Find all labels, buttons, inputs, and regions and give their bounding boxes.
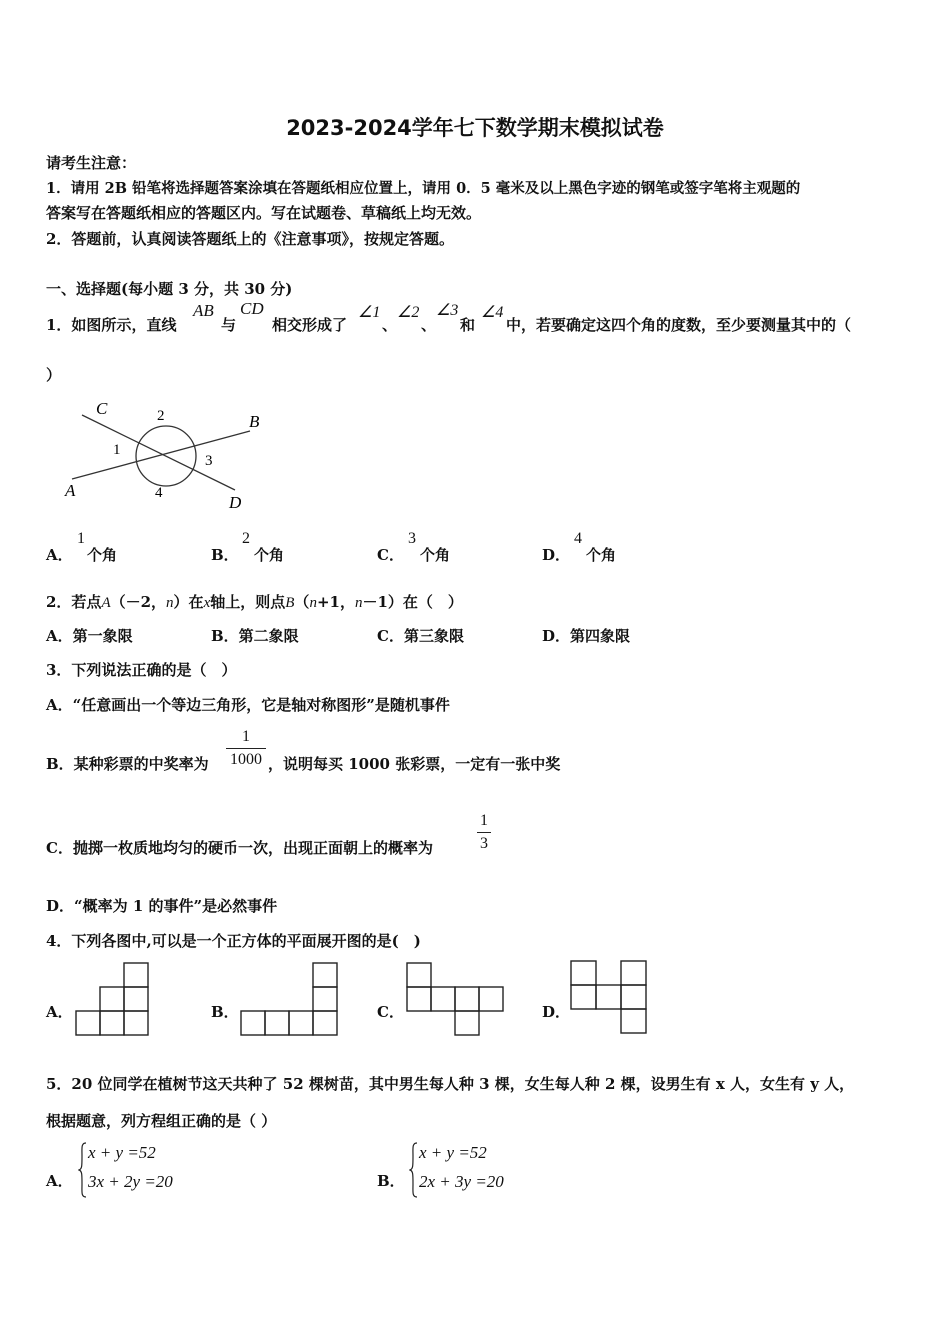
equation-1: x + y =52 [419,1143,487,1162]
q4-net-b[interactable] [240,962,342,1036]
q4-option-a-label[interactable]: A． [46,1003,73,1021]
point-b-label: B [249,412,260,431]
q4-net-d[interactable] [570,960,650,1036]
left-brace-icon [409,1142,419,1198]
page-title: 2023-2024学年七下数学期末模拟试卷 [286,116,664,140]
line-ab [72,431,250,479]
q5-stem-line-1: 5．20 位同学在植树节这天共种了 52 棵树苗，其中男生每人种 3 棵，女生每人种 2 棵，设男生有 x 人，女生有 y 人， [46,1075,855,1093]
q1-angle-3: ∠3 [436,302,459,319]
q4-net-c[interactable] [406,962,508,1036]
notice-line-2: 答案写在答题纸相应的答题区内。写在试题卷、草稿纸上均无效。 [46,204,482,222]
notice-heading: 请考生注意： [46,154,137,172]
q1-option-a[interactable] [46,544,73,565]
q2-text: +1， [316,593,355,611]
point-d-label: D [229,493,242,512]
point-c-label: C [96,399,108,418]
fraction-bar [226,748,266,749]
q2-var-n: n [309,595,317,611]
q1-option-d-text: 个角 [586,546,617,564]
section-heading: 一、选择题(每小题 3 分，共 30 分) [46,280,293,298]
q5-stem-line-2: 根据题意，列方程组正确的是（ ） [46,1112,277,1130]
q1-option-a-text: 个角 [87,546,118,564]
q2-text: （ [294,593,310,611]
q3-option-b-pre[interactable]: B．某种彩票的中奖率为 [46,755,209,773]
q1-angle-2: ∠2 [397,304,420,321]
q2-point-a: A [101,595,111,611]
q1-option-b-num: 2 [242,530,250,547]
fraction-denominator: 1000 [230,751,262,768]
q2-option-c[interactable]: C．第三象限 [377,627,464,645]
q1-text-he: 和 [460,316,476,334]
q1-text-3: 中，若要确定这四个角的度数，至少要测量其中的（ [506,316,852,334]
q3-fraction-c [477,811,491,854]
option-letter: D． [542,546,571,564]
q2-option-a[interactable]: A．第一象限 [46,627,133,645]
angle-1-label: 1 [113,442,121,458]
q3-fraction-b [226,727,266,770]
q1-line-cd: CD [240,299,264,318]
q1-option-b-text: 个角 [254,546,285,564]
fraction-denominator: 3 [480,835,488,852]
q5-option-a-label[interactable]: A． [46,1172,73,1190]
q1-intersecting-lines-figure [60,395,285,515]
q1-angle-1: ∠1 [358,304,381,321]
q1-text-yu: 与 [221,316,237,334]
angle-4-label: 4 [155,485,163,501]
q3-option-b-post: ，说明每买 1000 张彩票，一定有一张中奖 [268,755,561,773]
q2-text: －1）在（ ） [362,593,463,611]
equation-1: x + y =52 [88,1143,156,1162]
q4-option-d-label[interactable]: D． [542,1003,571,1021]
notice-line-3: 2．答题前，认真阅读答题纸上的《注意事项》，按规定答题。 [46,230,454,248]
q1-option-c-num: 3 [408,530,416,547]
angle-3-label: 3 [205,453,213,469]
fraction-numerator: 1 [242,728,250,745]
option-letter: A． [46,546,73,564]
q1-option-b[interactable] [211,544,239,565]
q3-option-c-pre[interactable]: C．抛掷一枚质地均匀的硬币一次，出现正面朝上的概率为 [46,839,433,857]
q4-option-b-label[interactable]: B． [211,1003,239,1021]
q2-stem [46,591,463,612]
q1-text-1: 1．如图所示，直线 [46,316,177,334]
q2-text: （－2， [110,593,167,611]
q2-point-b: B [285,595,295,611]
left-brace-icon [78,1142,88,1198]
q3-option-a[interactable]: A．“任意画出一个等边三角形，它是轴对称图形”是随机事件 [46,696,450,714]
q1-text-2: 相交形成了 [272,316,348,334]
q1-option-c-text: 个角 [420,546,451,564]
q2-var-n: n [166,595,174,611]
point-a-label: A [65,481,76,500]
q2-option-d[interactable]: D．第四象限 [542,627,631,645]
q1-line-ab: AB [193,301,214,320]
q3-stem: 3．下列说法正确的是（ ） [46,661,237,679]
equation-2: 3x + 2y =20 [88,1172,173,1191]
q4-option-c-label[interactable]: C． [377,1003,404,1021]
q5-option-b-system[interactable] [409,1142,569,1198]
q1-sep-2: 、 [421,316,437,334]
notice-line-1: 1．请用 2B 铅笔将选择题答案涂填在答题纸相应位置上，请用 0．5 毫米及以上黑色字迹的钢笔或签字笔将主观题的 [46,180,801,197]
q1-option-d[interactable] [542,544,570,565]
q5-option-a-system[interactable] [78,1142,238,1198]
q2-text: 轴上，则点 [210,593,286,611]
fraction-bar [477,832,491,833]
q1-sep-1: 、 [382,316,398,334]
option-letter: B． [211,546,239,564]
q4-stem: 4．下列各图中,可以是一个正方体的平面展开图的是( ) [46,932,421,950]
q5-option-b-label[interactable]: B． [377,1172,405,1190]
q1-text-4: ） [46,366,62,384]
q3-option-d[interactable]: D．“概率为 1 的事件”是必然事件 [46,897,278,915]
q2-option-b[interactable]: B．第二象限 [211,627,299,645]
q4-net-a[interactable] [75,962,153,1036]
option-letter: C． [377,546,404,564]
fraction-numerator: 1 [480,812,488,829]
equation-2: 2x + 3y =20 [419,1172,504,1191]
q1-option-a-num: 1 [77,530,85,547]
q2-text: 2．若点 [46,593,102,611]
q1-option-c[interactable] [377,544,404,565]
q2-text: ）在 [173,593,204,611]
q1-angle-4: ∠4 [481,304,504,321]
q2-var-n: n [354,595,363,611]
angle-2-label: 2 [157,408,165,424]
q2-var-x: x [203,595,211,611]
q1-option-d-num: 4 [574,530,582,547]
